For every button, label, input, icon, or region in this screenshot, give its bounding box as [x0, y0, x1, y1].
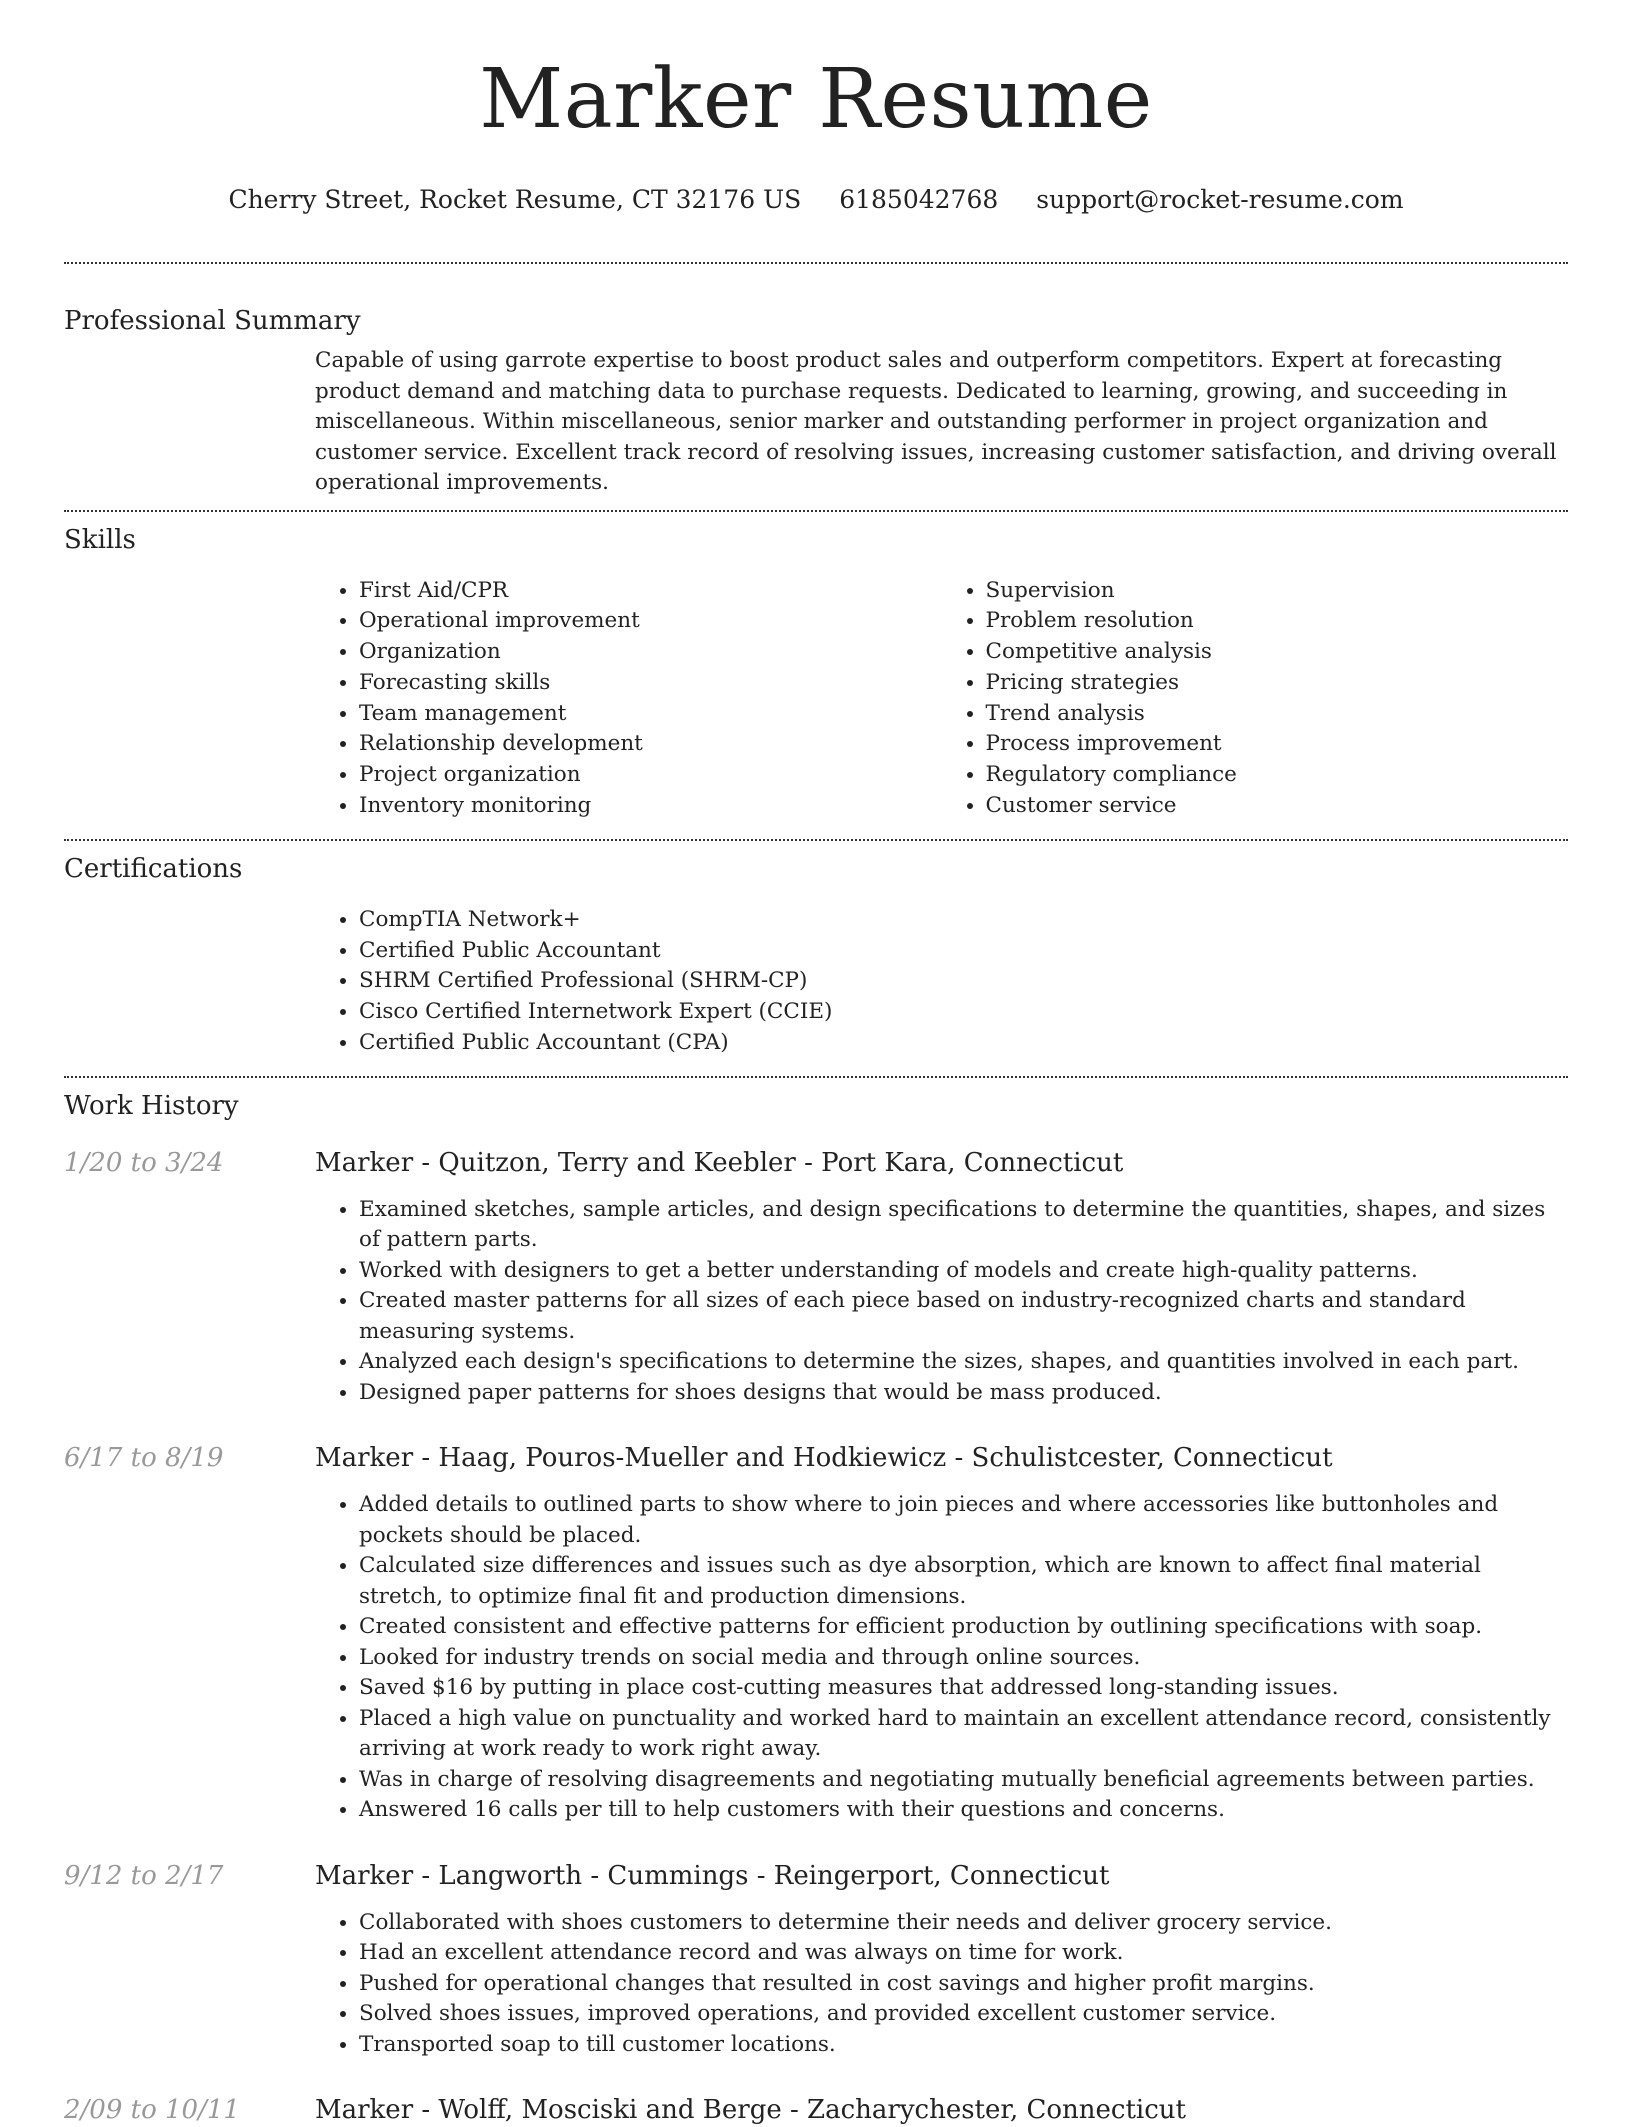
job-bullet: • Answered 16 calls per till to help customers with their questions and concerns.	[359, 1795, 1568, 1826]
contact-email: support@rocket-resume.com	[1036, 185, 1404, 214]
skill-item: • Customer service	[986, 791, 1569, 822]
summary-title: Professional Summary	[64, 306, 361, 336]
skills-columns	[315, 576, 1568, 822]
job-dates: 9/12 to 2/17	[64, 1860, 224, 1891]
job-bullet: • Was in charge of resolving disagreements and negotiating mutually beneficial agreements between parties.	[359, 1765, 1568, 1796]
job-bullet: • Solved shoes issues, improved operations, and provided excellent customer service.	[359, 1999, 1568, 2030]
job-bullets	[315, 1908, 1568, 2061]
certification-item: • SHRM Certified Professional (SHRM-CP)	[359, 966, 1568, 997]
skill-item: • Process improvement	[986, 729, 1569, 760]
skill-item: • Forecasting skills	[359, 668, 942, 699]
job-bullet: • Created master patterns for all sizes of each piece based on industry-recognized charts and standard measuring systems.	[359, 1286, 1568, 1347]
skill-item: • Relationship development	[359, 729, 942, 760]
divider	[64, 839, 1568, 841]
job-bullet: • Placed a high value on punctuality and worked hard to maintain an excellent attendance record, consistently arriving at work ready to work right away.	[359, 1704, 1568, 1765]
divider	[64, 1076, 1568, 1078]
job-bullet: • Saved $16 by putting in place cost-cutting measures that addressed long-standing issues.	[359, 1673, 1568, 1704]
certifications-section	[64, 852, 1568, 1059]
skill-item: • Regulatory compliance	[986, 760, 1569, 791]
job-entry	[64, 1859, 1568, 2061]
certifications-title: Certifications	[64, 853, 243, 884]
job-bullet: • Looked for industry trends on social media and through online sources.	[359, 1643, 1568, 1674]
skill-item: • First Aid/CPR	[359, 576, 942, 607]
skill-item: • Project organization	[359, 760, 942, 791]
skill-item: • Team management	[359, 699, 942, 730]
job-bullets	[315, 1195, 1568, 1409]
job-bullet: • Collaborated with shoes customers to determine their needs and deliver grocery service.	[359, 1908, 1568, 1939]
job-bullet: • Worked with designers to get a better understanding of models and create high-quality patterns.	[359, 1256, 1568, 1287]
job-title: Marker - Langworth - Cummings - Reingerport, Connecticut	[315, 1860, 1110, 1891]
resume-name: Marker Resume	[479, 52, 1153, 147]
job-bullet: • Transported soap to till customer locations.	[359, 2030, 1568, 2061]
job-bullet: • Calculated size differences and issues such as dye absorption, which are known to affect final material stretch, to optimize final fit and production dimensions.	[359, 1551, 1568, 1612]
skills-list-left	[315, 576, 942, 822]
divider	[64, 510, 1568, 512]
summary-text: Capable of using garrote expertise to boost product sales and outperform competitors. Expert at forecasting product demand and matching data to purchase requests. Dedicated to learning, growing, and succeeding in miscellaneous. Within miscellaneous, senior marker and outstanding performer in project organization and customer service. Excellent track record of resolving issues, increasing customer satisfaction, and driving overall operational improvements.	[315, 348, 1557, 495]
work-history-title: Work History	[64, 1090, 239, 1121]
work-history-section	[64, 1089, 1568, 2127]
skill-item: • Pricing strategies	[986, 668, 1569, 699]
job-title: Marker - Haag, Pouros-Mueller and Hodkiewicz - Schulistcester, Connecticut	[315, 1443, 1333, 1474]
contact-line	[64, 183, 1568, 217]
certification-item: • Certified Public Accountant	[359, 936, 1568, 967]
skill-item: • Inventory monitoring	[359, 791, 942, 822]
job-entry	[64, 1441, 1568, 1826]
contact-phone: 6185042768	[839, 185, 999, 214]
job-bullet: • Had an excellent attendance record and was always on time for work.	[359, 1938, 1568, 1969]
divider	[64, 262, 1568, 264]
summary-section	[64, 304, 1568, 499]
certification-item: • Certified Public Accountant (CPA)	[359, 1028, 1568, 1059]
job-entry	[64, 2093, 1568, 2127]
job-dates: 2/09 to 10/11	[64, 2095, 240, 2126]
job-bullet: • Analyzed each design's specifications to determine the sizes, shapes, and quantities involved in each part.	[359, 1347, 1568, 1378]
skill-item: • Problem resolution	[986, 606, 1569, 637]
job-bullet: • Added details to outlined parts to show where to join pieces and where accessories like buttonholes and pockets should be placed.	[359, 1490, 1568, 1551]
job-bullets	[315, 1490, 1568, 1826]
job-bullet: • Created consistent and effective patterns for efficient production by outlining specifications with soap.	[359, 1612, 1568, 1643]
job-dates: 6/17 to 8/19	[64, 1443, 224, 1474]
job-dates: 1/20 to 3/24	[64, 1147, 224, 1178]
job-entry	[64, 1146, 1568, 1409]
skill-item: • Trend analysis	[986, 699, 1569, 730]
skills-section	[64, 523, 1568, 822]
job-title: Marker - Quitzon, Terry and Keebler - Port Kara, Connecticut	[315, 1147, 1124, 1178]
job-bullet: • Examined sketches, sample articles, and design specifications to determine the quantities, shapes, and sizes of pattern parts.	[359, 1195, 1568, 1256]
certification-item: • CompTIA Network+	[359, 905, 1568, 936]
job-bullet: • Pushed for operational changes that resulted in cost savings and higher profit margins.	[359, 1969, 1568, 2000]
certifications-list	[315, 905, 1568, 1059]
job-bullet: • Designed paper patterns for shoes designs that would be mass produced.	[359, 1378, 1568, 1409]
job-title: Marker - Wolff, Mosciski and Berge - Zacharychester, Connecticut	[315, 2095, 1186, 2126]
skills-list-right	[942, 576, 1569, 822]
certification-item: • Cisco Certified Internetwork Expert (CCIE)	[359, 997, 1568, 1028]
skill-item: • Organization	[359, 637, 942, 668]
skill-item: • Supervision	[986, 576, 1569, 607]
skill-item: • Operational improvement	[359, 606, 942, 637]
skill-item: • Competitive analysis	[986, 637, 1569, 668]
contact-address: Cherry Street, Rocket Resume, CT 32176 US	[228, 185, 802, 214]
skills-title: Skills	[64, 524, 136, 555]
